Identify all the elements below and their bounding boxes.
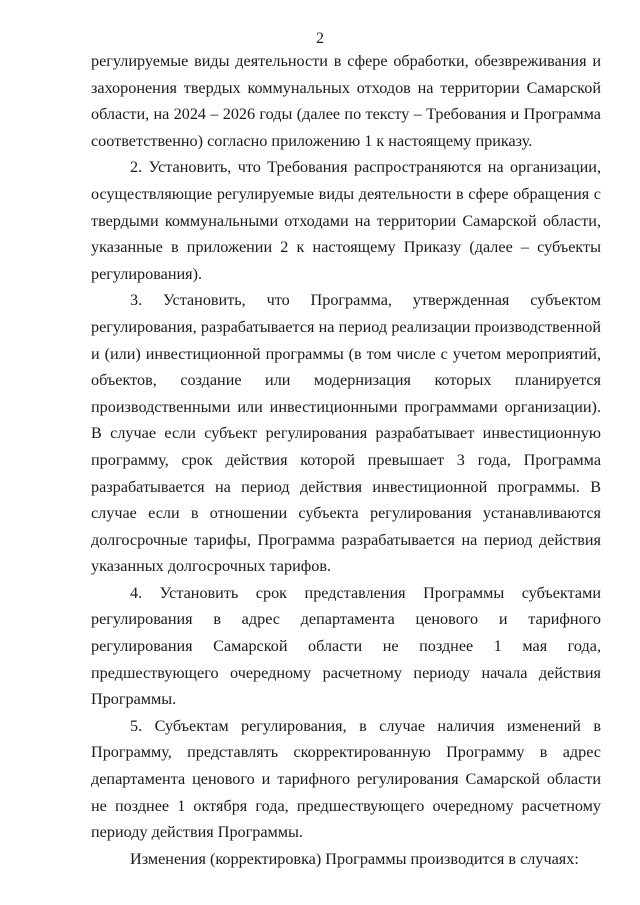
page-number: 2 [316, 30, 324, 47]
paragraph-item-2: 2. Установить, что Требования распространяются на организации, осуществляющие регулируемые виды деятельности в сфере обращения с твердыми коммунальными отходами на территории Самарской области, указанные в приложении 2 к настоящему Приказу (далее – субъекты регулирования). [91, 158, 601, 283]
paragraph-item-3: 3. Установить, что Программа, утвержденная субъектом регулирования, разрабатывается на период реализации производственной и (или) инвестиционной программы (в том числе с учетом мероприятий, объектов, создание или модернизация которых планируется производственными или инвестиционными программами организации). В случае если субъект регулирования разрабатывает инвестиционную программу, срок действия которой превышает 3 года, Программа разрабатывается на период действия инвестиционной программы. В случае если в отношении субъекта регулирования устанавливаются долгосрочные тарифы, Программа разрабатывается на период действия указанных долгосрочных тарифов. [91, 291, 601, 576]
paragraph-continuation: регулируемые виды деятельности в сфере обработки, обезвреживания и захоронения твердых коммунальных отходов на территории Самарской области, на 2024 – 2026 годы (далее по тексту – Требования и Программа соответственно) согласно приложению 1 к настоящему приказу. [91, 52, 601, 150]
document-body [91, 48, 601, 872]
paragraph-item-4: 4. Установить срок представления Программы субъектами регулирования в адрес департамента ценового и тарифного регулирования Самарской области не позднее 1 мая года, предшествующего очередному расчетному периоду начала действия Программы. [91, 583, 601, 709]
paragraph-item-5: 5. Субъектам регулирования, в случае наличия изменений в Программу, представлять скорректированную Программу в адрес департамента ценового и тарифного регулирования Самарской области не позднее 1 октября года, предшествующего очередному расчетному периоду действия Программы. [91, 716, 601, 842]
paragraph-item-5-continuation: Изменения (корректировка) Программы производится в случаях: [130, 849, 579, 868]
